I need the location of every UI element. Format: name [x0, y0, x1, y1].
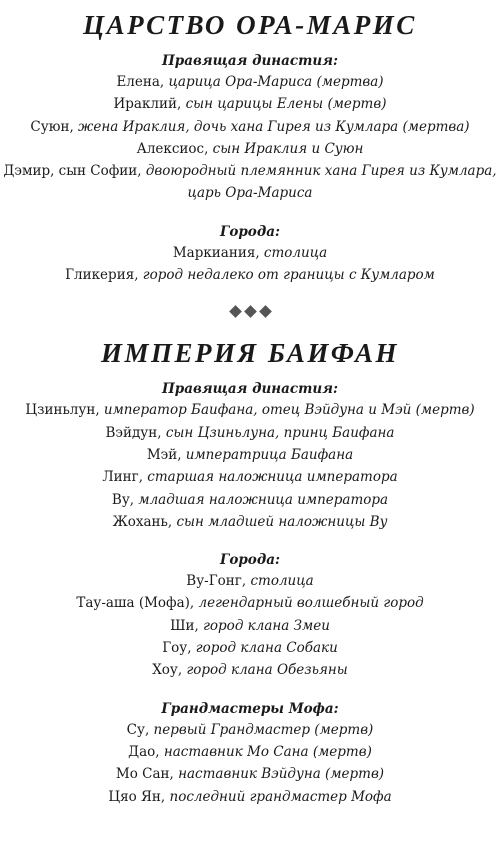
- list-item: Линг, старшая наложница императора: [102, 469, 398, 486]
- list-item: Цзиньлун, император Баифана, отец Вэйдуна и Мэй (мертв): [25, 402, 475, 419]
- list-item: Тау-аша (Мофа), легендарный волшебный город: [76, 595, 424, 612]
- list-item: царь Ора-Мариса: [187, 185, 313, 202]
- list-item: Дэмир, сын Софии, двоюродный племянник хана Гирея из Кумлара,: [3, 163, 497, 180]
- dynasty-heading: Правящая династия:: [162, 53, 338, 69]
- list-item: Ши, город клана Змеи: [170, 617, 330, 634]
- cities-list: [0, 570, 500, 681]
- dynasty-list: [0, 399, 500, 533]
- list-item: Мо Сан, наставник Вэйдуна (мертв): [115, 766, 385, 783]
- masters-heading: Грандмастеры Мофа:: [161, 700, 339, 717]
- cities-heading: Города:: [220, 223, 280, 240]
- list-item: Гликерия, город недалеко от границы с Кумларом: [65, 267, 435, 284]
- masters-list: [0, 719, 500, 808]
- diamond-icon: [259, 305, 272, 318]
- list-item: Суюн, жена Ираклия, дочь хана Гирея из Кумлара (мертва): [30, 118, 470, 135]
- kingdom-title-ora-maris: ЦАРСТВО ОРА-МАРИС: [83, 10, 417, 40]
- dynasty-list: [0, 71, 500, 205]
- cities-heading: Города:: [220, 552, 280, 569]
- cities-list: [0, 242, 500, 287]
- list-item: Гоу, город клана Собаки: [162, 640, 338, 657]
- list-item: Жохань, сын младшей наложницы Ву: [112, 513, 388, 530]
- diamond-icon: [229, 305, 242, 318]
- diamond-icon: [244, 305, 257, 318]
- list-item: Су, первый Грандмастер (мертв): [126, 721, 374, 738]
- list-item: Елена, царица Ора-Мариса (мертва): [116, 74, 384, 90]
- list-item: Ву, младшая наложница императора: [111, 491, 389, 508]
- list-item: Хоу, город клана Обезьяны: [152, 662, 348, 679]
- diamond-divider-icon: [0, 304, 500, 318]
- list-item: Алексиос, сын Ираклия и Суюн: [136, 140, 364, 157]
- list-item: Цяо Ян, последний грандмастер Мофа: [108, 788, 392, 805]
- list-item: Ираклий, сын царицы Елены (мертв): [113, 96, 387, 113]
- kingdom-title-baifan: ИМПЕРИЯ БАИФАН: [101, 338, 399, 369]
- list-item: Мэй, императрица Баифана: [146, 446, 354, 463]
- list-item: Маркиания, столица: [172, 244, 328, 261]
- list-item: Дао, наставник Мо Сана (мертв): [128, 743, 372, 760]
- list-item: Ву-Гонг, столица: [186, 573, 314, 590]
- list-item: Вэйдун, сын Цзиньлуна, принц Баифана: [105, 424, 395, 441]
- dynasty-heading: Правящая династия:: [162, 381, 338, 398]
